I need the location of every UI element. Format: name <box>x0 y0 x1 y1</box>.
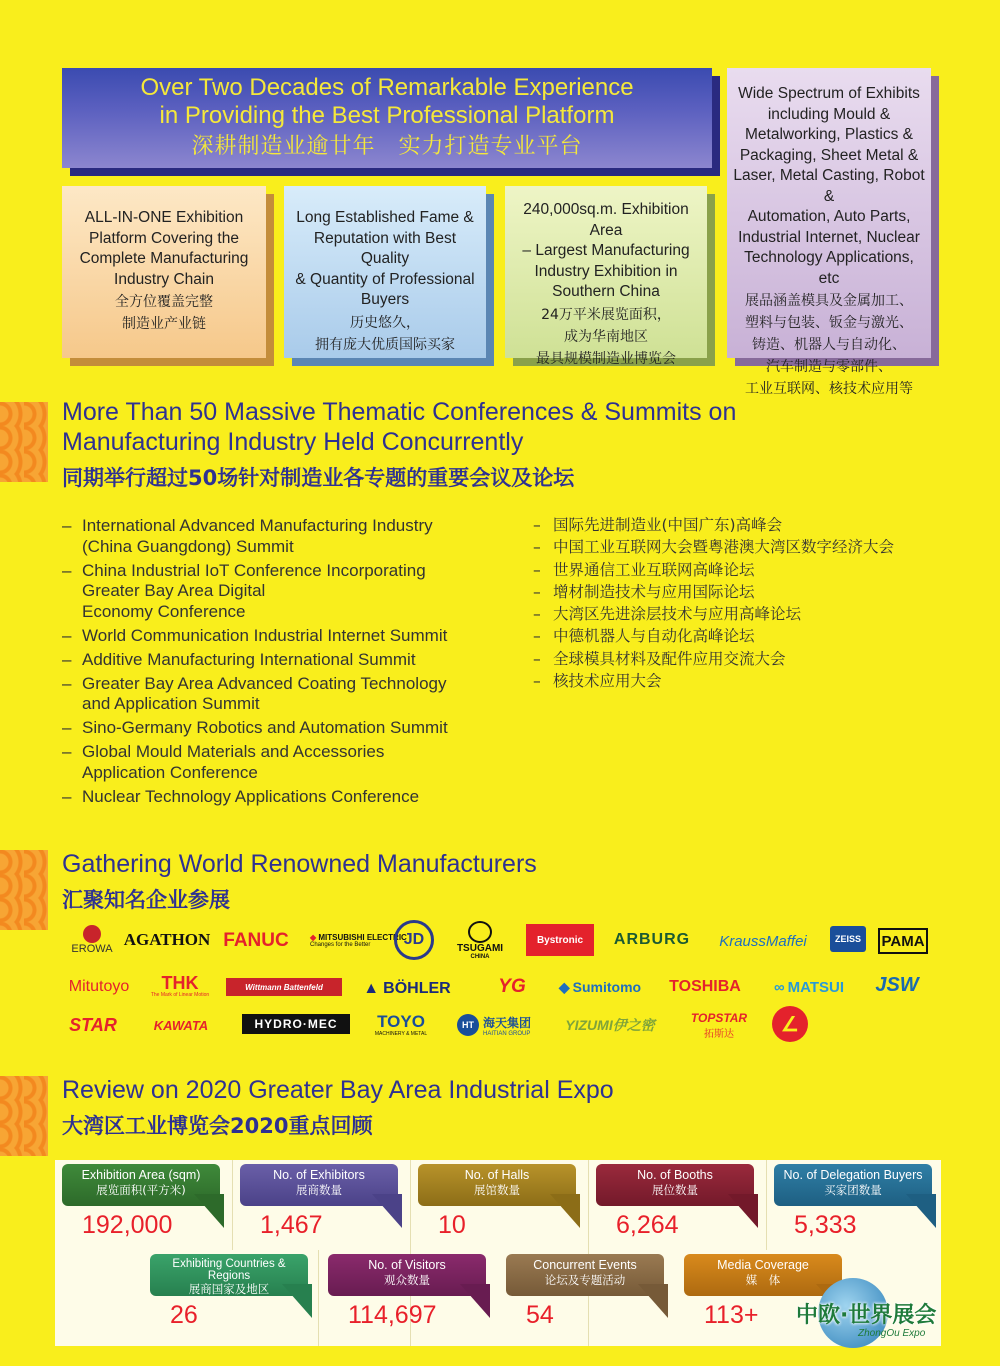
logo-haitian: HT 海天集团 HAITIAN GROUP <box>446 1010 542 1040</box>
ribbon-tail <box>638 1284 668 1318</box>
stat-value: 54 <box>526 1301 554 1329</box>
ribbon-tail <box>728 1194 758 1228</box>
conference-item-zh: – 中国工业互联网大会暨粤港澳大湾区数字经济大会 <box>533 536 953 558</box>
stat-value: 6,264 <box>616 1211 679 1239</box>
stat-label-zh: 展商国家及地区 <box>188 1282 270 1296</box>
logo-pama: PAMA <box>878 928 928 954</box>
watermark-text: 中欧·世界展会 <box>796 1303 937 1328</box>
watermark <box>790 1278 996 1360</box>
spectrum-text: Technology Applications, etc <box>744 249 914 287</box>
feature-text: Reputation with Best Quality <box>313 229 457 267</box>
conference-item: – International Advanced Manufacturing Industry (China Guangdong) Summit <box>62 516 512 557</box>
conference-item-zh: – 大湾区先进涂层技术与应用高峰论坛 <box>533 603 953 625</box>
stat-label: No. of Halls <box>464 1168 530 1182</box>
spectrum-text: Industrial Internet, Nuclear <box>738 228 920 246</box>
stat-label: No. of Delegation Buyers <box>783 1168 923 1182</box>
mitsubishi-diamond-icon: ◆ <box>310 932 317 942</box>
feature-text: Buyers <box>360 291 410 308</box>
logo-red-circle-mark-icon: ∠ <box>772 1006 808 1042</box>
logo-thk: THK The Mark of Linear Motion <box>150 973 210 998</box>
logo-fanuc: FANUC <box>223 930 289 951</box>
spectrum-text: Automation, Auto Parts, <box>747 208 911 225</box>
spectrum-text-zh: 展品涵盖模具及金属加工、 <box>745 293 913 309</box>
stat-card <box>62 1164 220 1240</box>
feature-text: Industry Exhibition in <box>534 262 678 280</box>
review-title: Review on 2020 Greater Bay Area Industrial Expo <box>62 1076 614 1104</box>
logo-mitutoyo: Mitutoyo <box>68 978 130 995</box>
stat-label-zh: 展商数量 <box>296 1183 342 1197</box>
stat-value: 114,697 <box>348 1301 437 1329</box>
stat-label-zh: 展览面积(平方米) <box>96 1183 186 1197</box>
logo-agathon: AGATHON <box>123 930 211 949</box>
conference-item-zh: – 世界通信工业互联网高峰论坛 <box>533 559 953 581</box>
feature-text-zh: 拥有庞大优质国际买家 <box>315 336 455 353</box>
stat-label: Media Coverage <box>717 1258 809 1272</box>
feature-all-in-one <box>62 186 266 358</box>
headline-chinese: 深耕制造业逾廿年 实力打造专业平台 <box>191 134 583 159</box>
feature-wide-spectrum <box>727 68 931 397</box>
stat-label-zh: 媒 体 <box>745 1273 781 1287</box>
watermark-subtext: ZhongOu Expo <box>858 1328 926 1339</box>
spectrum-text-zh: 工业互联网、核技术应用等 <box>745 381 913 397</box>
headline-line-1: Over Two Decades of Remarkable Experience <box>140 74 634 101</box>
feature-text-zh: 成为华南地区 <box>564 328 648 345</box>
stat-label: No. of Visitors <box>368 1258 446 1272</box>
stat-value: 192,000 <box>82 1211 173 1239</box>
logo-zeiss: ZEISS <box>830 926 866 952</box>
stat-label-zh: 观众数量 <box>384 1273 430 1287</box>
logo-star: STAR <box>69 1014 117 1035</box>
feature-text-zh: 全方位覆盖完整 <box>115 294 213 310</box>
spectrum-text-zh: 铸造、机器人与自动化、 <box>752 337 906 353</box>
logo-toshiba: TOSHIBA <box>669 978 741 995</box>
feature-text: & Quantity of Professional <box>295 270 475 288</box>
feature-text-zh: 制造业产业链 <box>122 316 206 332</box>
section-ornament <box>0 850 48 930</box>
conference-item-zh: – 中德机器人与自动化高峰论坛 <box>533 625 953 647</box>
conference-item-zh: – 国际先进制造业(中国广东)高峰会 <box>533 514 953 536</box>
logo-yizumi: YIZUMI伊之密 <box>565 1017 655 1033</box>
logo-bohler: ▲ BÖHLER <box>363 980 451 997</box>
stat-label-zh: 论坛及专题活动 <box>544 1273 626 1287</box>
divider <box>232 1160 233 1250</box>
logo-bystronic: Bystronic <box>526 924 594 956</box>
logo-topstar: TOPSTAR 拓斯达 <box>690 1010 748 1040</box>
stat-label-zh: 展位数量 <box>652 1183 698 1197</box>
headline-banner <box>62 68 712 168</box>
review-title-zh: 大湾区工业博览会2020重点回顾 <box>62 1114 373 1138</box>
logo-jsw: JSW <box>875 973 919 996</box>
feature-text-zh: 历史悠久， <box>350 314 420 331</box>
stat-label-zh: 展馆数量 <box>474 1183 520 1197</box>
feature-exhibition-area <box>505 186 707 367</box>
conferences-title-line-2: Manufacturing Industry Held Concurrently <box>62 428 524 456</box>
conference-item: – World Communication Industrial Internet Summit <box>62 626 512 647</box>
stat-label: Concurrent Events <box>533 1258 637 1272</box>
divider <box>318 1250 319 1346</box>
tsugami-mark-icon <box>468 921 492 943</box>
stat-card <box>506 1254 664 1330</box>
logo-yg: YG <box>498 976 526 997</box>
stat-value: 113+ <box>704 1301 759 1329</box>
conference-list-zh <box>533 514 953 692</box>
conferences-title-line-1: More Than 50 Massive Thematic Conferences & Summits on <box>62 398 737 426</box>
conference-item: – Sino-Germany Robotics and Automation Summit <box>62 718 512 739</box>
conference-item-zh: – 核技术应用大会 <box>533 670 953 692</box>
spectrum-text-zh: 塑料与包装、钣金与激光、 <box>745 315 913 331</box>
logo-jd: JD <box>394 920 434 960</box>
conference-item: – Additive Manufacturing International Summit <box>62 650 512 671</box>
logo-arburg: ARBURG <box>613 931 691 948</box>
headline-line-2: in Providing the Best Professional Platform <box>159 102 615 129</box>
logo-kawata: KAWATA <box>153 1017 209 1033</box>
bohler-triangle-icon: ▲ <box>363 980 380 997</box>
feature-text-zh: 最具规模制造业博览会 <box>536 350 676 367</box>
feature-text: Industry Chain <box>114 270 214 288</box>
manufacturers-title-zh: 汇聚知名企业参展 <box>62 888 230 912</box>
logo-kraussmaffei: KraussMaffei <box>719 932 807 950</box>
section-ornament <box>0 402 48 482</box>
ribbon-tail <box>194 1194 224 1228</box>
stat-card <box>596 1164 754 1240</box>
feature-text: 240,000sq.m. Exhibition Area <box>523 201 689 239</box>
stat-value: 26 <box>170 1301 198 1329</box>
feature-text: Platform Covering the <box>89 229 239 247</box>
haitian-mark-icon: HT <box>457 1014 479 1036</box>
logo-erowa: EROWA <box>62 920 122 960</box>
conference-item-zh: – 增材制造技术与应用国际论坛 <box>533 581 953 603</box>
stat-card <box>774 1164 932 1240</box>
feature-text: – Largest Manufacturing <box>522 242 690 259</box>
manufacturers-title: Gathering World Renowned Manufacturers <box>62 850 537 878</box>
spectrum-text: including Mould & <box>767 105 891 123</box>
spectrum-text: Metalworking, Plastics & <box>745 126 913 143</box>
divider <box>766 1160 767 1250</box>
conference-list-en <box>62 516 512 811</box>
feature-text: ALL-IN-ONE Exhibition <box>84 209 244 226</box>
stat-label: No. of Exhibitors <box>273 1168 365 1182</box>
feature-text: Complete Manufacturing <box>79 250 249 267</box>
spectrum-text: Laser, Metal Casting, Robot & <box>733 167 925 205</box>
ribbon-tail <box>460 1284 490 1318</box>
stat-label: Exhibition Area (sqm) <box>81 1168 201 1182</box>
stat-value: 10 <box>438 1211 466 1239</box>
logo-matsui: ∞ MATSUI <box>773 978 845 996</box>
feature-text: Southern China <box>552 283 660 300</box>
stat-label: No. of Booths <box>637 1168 713 1182</box>
logo-toyo: TOYO MACHINERY & METAL <box>374 1012 428 1037</box>
spectrum-text-zh: 汽车制造与零部件、 <box>766 359 892 375</box>
sumitomo-diamond-icon: ◆ <box>558 978 570 995</box>
matsui-mark-icon: ∞ <box>773 978 785 996</box>
ribbon-tail <box>282 1284 312 1318</box>
stat-card <box>418 1164 576 1240</box>
feature-fame-reputation <box>284 186 486 358</box>
logo-mitsubishi: ◆ MITSUBISHI ELECTRIC Changes for the Better <box>310 932 407 948</box>
spectrum-text: Packaging, Sheet Metal & <box>739 146 919 164</box>
stat-card <box>328 1254 486 1330</box>
erowa-mark-icon <box>83 925 101 943</box>
spectrum-text: Wide Spectrum of Exhibits <box>738 85 920 102</box>
ribbon-tail <box>906 1194 936 1228</box>
conference-item: – Greater Bay Area Advanced Coating Technology and Application Summit <box>62 674 512 715</box>
logo-hydro-mec: HYDRO·MEC <box>242 1014 350 1034</box>
conferences-title-zh: 同期举行超过50场针对制造业各专题的重要会议及论坛 <box>62 466 575 490</box>
conference-item-zh: – 全球模具材料及配件应用交流大会 <box>533 648 953 670</box>
logo-sumitomo: ◆ Sumitomo <box>558 978 642 995</box>
logo-tsugami: TSUGAMI CHINA <box>452 916 508 964</box>
ribbon-tail <box>372 1194 402 1228</box>
conference-item: – Nuclear Technology Applications Conference <box>62 787 512 808</box>
stat-label-zh: 买家团数量 <box>824 1183 882 1197</box>
stat-card <box>240 1164 398 1240</box>
logo-wittmann-battenfeld: Wittmann Battenfeld <box>226 978 342 996</box>
feature-text: Long Established Fame & <box>296 209 474 226</box>
ribbon-tail <box>550 1194 580 1228</box>
stat-card <box>150 1254 308 1330</box>
stat-label: Exhibiting Countries & Regions <box>172 1258 286 1282</box>
conference-item: – Global Mould Materials and Accessories Application Conference <box>62 742 512 783</box>
stat-value: 5,333 <box>794 1211 857 1239</box>
feature-text-zh: 24万平米展览面积， <box>541 306 671 323</box>
section-ornament <box>0 1076 48 1156</box>
stat-value: 1,467 <box>260 1211 323 1239</box>
conference-item: – China Industrial IoT Conference Incorporating Greater Bay Area Digital Economy Conference <box>62 561 512 623</box>
